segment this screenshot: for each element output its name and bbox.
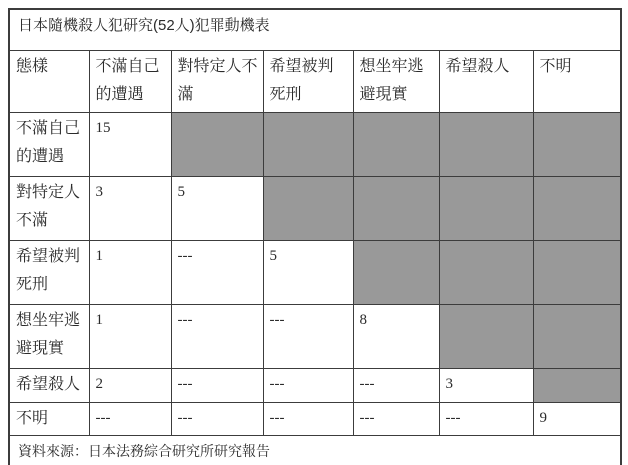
source-note: 資料來源：日本法務綜合研究所研究報告	[9, 436, 621, 465]
row-label: 對特定人不滿	[9, 177, 89, 241]
value-cell: ---	[171, 369, 263, 403]
value-cell	[533, 305, 621, 369]
value-cell: ---	[439, 403, 533, 436]
value-cell: 15	[89, 113, 171, 177]
crime-motive-table	[8, 8, 622, 465]
value-cell: 9	[533, 403, 621, 436]
table-row	[9, 113, 621, 177]
value-cell	[263, 113, 353, 177]
value-cell: ---	[353, 403, 439, 436]
source-row	[9, 436, 621, 465]
row-label: 不滿自己的遭遇	[9, 113, 89, 177]
value-cell: ---	[89, 403, 171, 436]
value-cell	[171, 113, 263, 177]
value-cell: ---	[263, 403, 353, 436]
column-header-desire-to-kill: 希望殺人	[439, 51, 533, 113]
value-cell: 1	[89, 241, 171, 305]
value-cell: 1	[89, 305, 171, 369]
value-cell	[353, 241, 439, 305]
row-label: 希望殺人	[9, 369, 89, 403]
value-cell: ---	[171, 305, 263, 369]
table-row	[9, 403, 621, 436]
value-cell: ---	[353, 369, 439, 403]
row-label: 不明	[9, 403, 89, 436]
header-row	[9, 51, 621, 113]
value-cell: ---	[263, 305, 353, 369]
column-header-hope-death-penalty: 希望被判死刑	[263, 51, 353, 113]
value-cell	[533, 241, 621, 305]
column-header-dissatisfied-own-situation: 不滿自己的遭遇	[89, 51, 171, 113]
value-cell	[353, 177, 439, 241]
value-cell	[439, 177, 533, 241]
table-row	[9, 305, 621, 369]
value-cell: 5	[171, 177, 263, 241]
value-cell	[533, 113, 621, 177]
column-header-prison-escape-reality: 想坐牢逃避現實	[353, 51, 439, 113]
table-row	[9, 177, 621, 241]
value-cell: 8	[353, 305, 439, 369]
value-cell: 3	[439, 369, 533, 403]
value-cell	[533, 369, 621, 403]
row-label: 想坐牢逃避現實	[9, 305, 89, 369]
column-header-unknown: 不明	[533, 51, 621, 113]
value-cell: ---	[263, 369, 353, 403]
table-row	[9, 369, 621, 403]
value-cell	[533, 177, 621, 241]
value-cell	[263, 177, 353, 241]
value-cell	[439, 241, 533, 305]
table-title: 日本隨機殺人犯研究(52人)犯罪動機表	[9, 9, 621, 51]
value-cell: 2	[89, 369, 171, 403]
table-title-row	[9, 9, 621, 51]
table-row	[9, 241, 621, 305]
value-cell: 3	[89, 177, 171, 241]
column-header-taiyang: 態樣	[9, 51, 89, 113]
column-header-dissatisfied-specific-person: 對特定人不滿	[171, 51, 263, 113]
row-label: 希望被判死刑	[9, 241, 89, 305]
value-cell: ---	[171, 403, 263, 436]
value-cell	[439, 113, 533, 177]
value-cell	[439, 305, 533, 369]
value-cell: 5	[263, 241, 353, 305]
value-cell	[353, 113, 439, 177]
value-cell: ---	[171, 241, 263, 305]
